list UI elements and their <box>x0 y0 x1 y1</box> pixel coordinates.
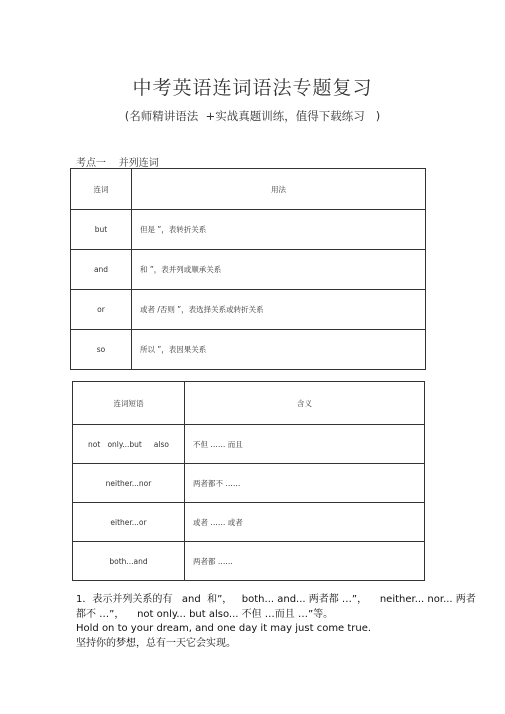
table-row <box>73 542 425 581</box>
example-translation: 坚持你的梦想，总有一天它会实现。 <box>76 637 236 649</box>
document-title: 中考英语连词语法专题复习 <box>132 77 373 99</box>
table-header-row <box>71 169 426 210</box>
phrase-cell: both...and <box>73 542 185 581</box>
notes-paragraph <box>76 593 476 651</box>
table-row <box>71 330 426 370</box>
phrase-table <box>72 381 425 581</box>
note-line: 1．表示并列关系的有 and 和”， both... and... 两者都 …”， neither... nor... 两者 <box>76 594 476 605</box>
meaning-cell: 两者都不 …… <box>185 464 425 503</box>
phrase-cell: neither...nor <box>73 464 185 503</box>
header-meaning: 含义 <box>185 382 425 425</box>
conjunction-cell: and <box>71 250 132 290</box>
header-usage: 用法 <box>132 169 426 210</box>
usage-cell: 或者 /否则 ”，表选择关系或转折关系 <box>132 290 426 330</box>
conjunction-cell: but <box>71 210 132 250</box>
example-sentence: Hold on to your dream, and one day it may just come true. <box>76 623 372 634</box>
conjunction-cell: so <box>71 330 132 370</box>
usage-cell: 但是 ”，表转折关系 <box>132 210 426 250</box>
note-line: 都不 …”， not only... but also... 不但 …而且 …”等。 <box>76 608 334 620</box>
table-row <box>71 210 426 250</box>
table-row <box>73 425 425 464</box>
conjunction-cell: or <box>71 290 132 330</box>
section-heading: 考点一 并列连词 <box>76 158 159 169</box>
table-row <box>73 464 425 503</box>
table-header-row <box>73 382 425 425</box>
table-row <box>73 503 425 542</box>
phrase-cell: either...or <box>73 503 185 542</box>
meaning-cell: 两者都 …… <box>185 542 425 581</box>
header-phrase: 连词短语 <box>73 382 185 425</box>
usage-cell: 所以 ”，表因果关系 <box>132 330 426 370</box>
document-subtitle: (名师精讲语法 +实战真题训练，值得下载练习 ) <box>124 109 381 123</box>
table-row <box>71 290 426 330</box>
meaning-cell: 或者 …… 或者 <box>185 503 425 542</box>
table-row <box>71 250 426 290</box>
usage-cell: 和 ”，表并列或顺承关系 <box>132 250 426 290</box>
phrase-cell: not only...but also <box>73 425 185 464</box>
meaning-cell: 不但 …… 而且 <box>185 425 425 464</box>
conjunction-table <box>70 168 426 370</box>
header-conjunction: 连词 <box>71 169 132 210</box>
